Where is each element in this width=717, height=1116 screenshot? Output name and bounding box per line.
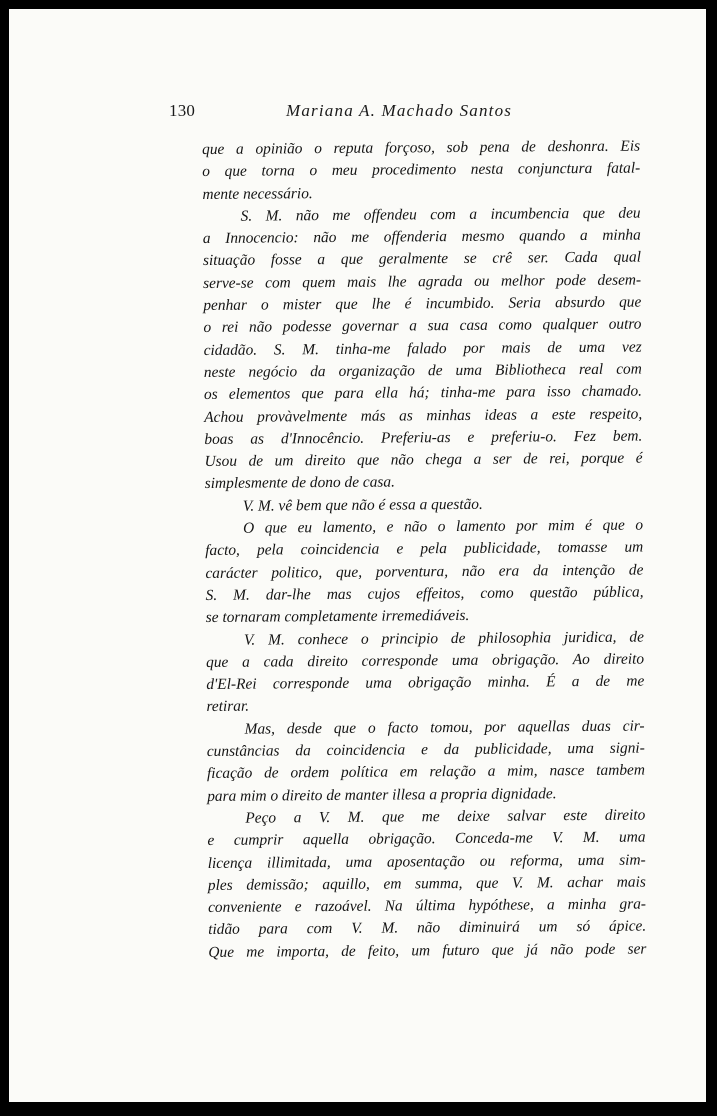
text-line: serve-se com quem mais lhe agrada ou melhor pode desem- (203, 271, 642, 292)
text-line: carácter politico, que, porventura, não era da intenção de (205, 561, 644, 582)
text-line: que a opinião o reputa forçoso, sob pena de deshonra. Eis (202, 137, 641, 158)
text-line: boas as d'Innocêncio. Preferiu-as e preferiu-o. Fez bem. (204, 427, 643, 448)
text-line: o que torna o meu procedimento nesta conjunctura fatal- (202, 159, 641, 181)
text-line: Mas, desde que o facto tomou, por aquellas duas cir- (244, 717, 645, 738)
text-line: cunstâncias da coincidencia e da publicidade, uma signi- (206, 739, 645, 760)
text-line: Que me importa, de feito, um futuro que já não pode ser (208, 940, 647, 961)
text-line: O que eu lamento, e não o lamento por mim é que o (242, 516, 644, 537)
book-page (9, 9, 706, 1102)
text-line: V. M. conhece o principio de philosophia juridica, de (243, 628, 644, 649)
text-line: facto, pela coincidencia e pela publicidade, tomasse um (205, 538, 644, 560)
text-line: cidadão. S. M. tinha-me falado por mais de uma vez (203, 338, 642, 359)
text-line: Usou de um direito que não chega a ser de rei, porque é (204, 449, 643, 471)
text-line: mente necessário. (202, 184, 313, 203)
running-head (169, 101, 529, 127)
text-line: S. M. dar-lhe mas cujos effeitos, como questão pública, (205, 583, 644, 604)
text-line: que a cada direito corresponde uma obrigação. Ao direito (206, 650, 645, 671)
text-line: V. M. vê bem que não é essa a questão. (242, 495, 483, 515)
text-line: penhar o mister que lhe é incumbido. Seria absurdo que (203, 293, 642, 315)
text-line: e cumprir aquella obrigação. Conceda-me V. M. uma (207, 828, 646, 850)
running-title: Mariana A. Machado Santos (286, 101, 513, 120)
text-line: o rei não podesse governar a sua casa como qualquer outro (203, 315, 642, 337)
text-line: simplesmente de dono de casa. (204, 473, 395, 493)
text-line: Peço a V. M. que me deixe salvar este direito (245, 806, 646, 827)
text-line: retirar. (206, 698, 250, 716)
text-line: os elementos que para ella há; tinha-me para isso chamado. (203, 382, 643, 404)
text-line: tidão para com V. M. não diminuirá um só ápice. (208, 917, 647, 939)
text-line: ples demissão; aquillo, em summa, que V. M. achar mais (207, 873, 646, 894)
text-line: para mim o direito de manter illesa a propria dignidade. (207, 784, 557, 805)
text-line: d'El-Rei corresponde uma obrigação minha. É a de me (206, 672, 645, 694)
text-line: licença illimitada, uma aposentação ou reforma, uma sim- (207, 851, 646, 872)
text-line: S. M. não me offendeu com a incumbencia que deu (240, 204, 641, 225)
text-line: a Innocencio: não me offenderia mesmo quando a minha (202, 226, 641, 248)
text-line: conveniente e razoável. Na última hypóthese, a minha gra- (207, 895, 647, 917)
text-line: situação fosse a que geralmente se crê ser. Cada qual (202, 249, 642, 270)
text-line: ficação de ordem política em relação a mim, nasce tambem (206, 761, 646, 783)
text-line: se tornaram completamente irremediáveis. (205, 607, 470, 627)
body-text (202, 136, 646, 964)
text-line: neste negócio da organização de uma Bibliotheca real com (203, 360, 642, 381)
text-line: Achou provàvelmente más as minhas ideas a este respeito, (204, 405, 643, 426)
page-number: 130 (169, 101, 196, 120)
